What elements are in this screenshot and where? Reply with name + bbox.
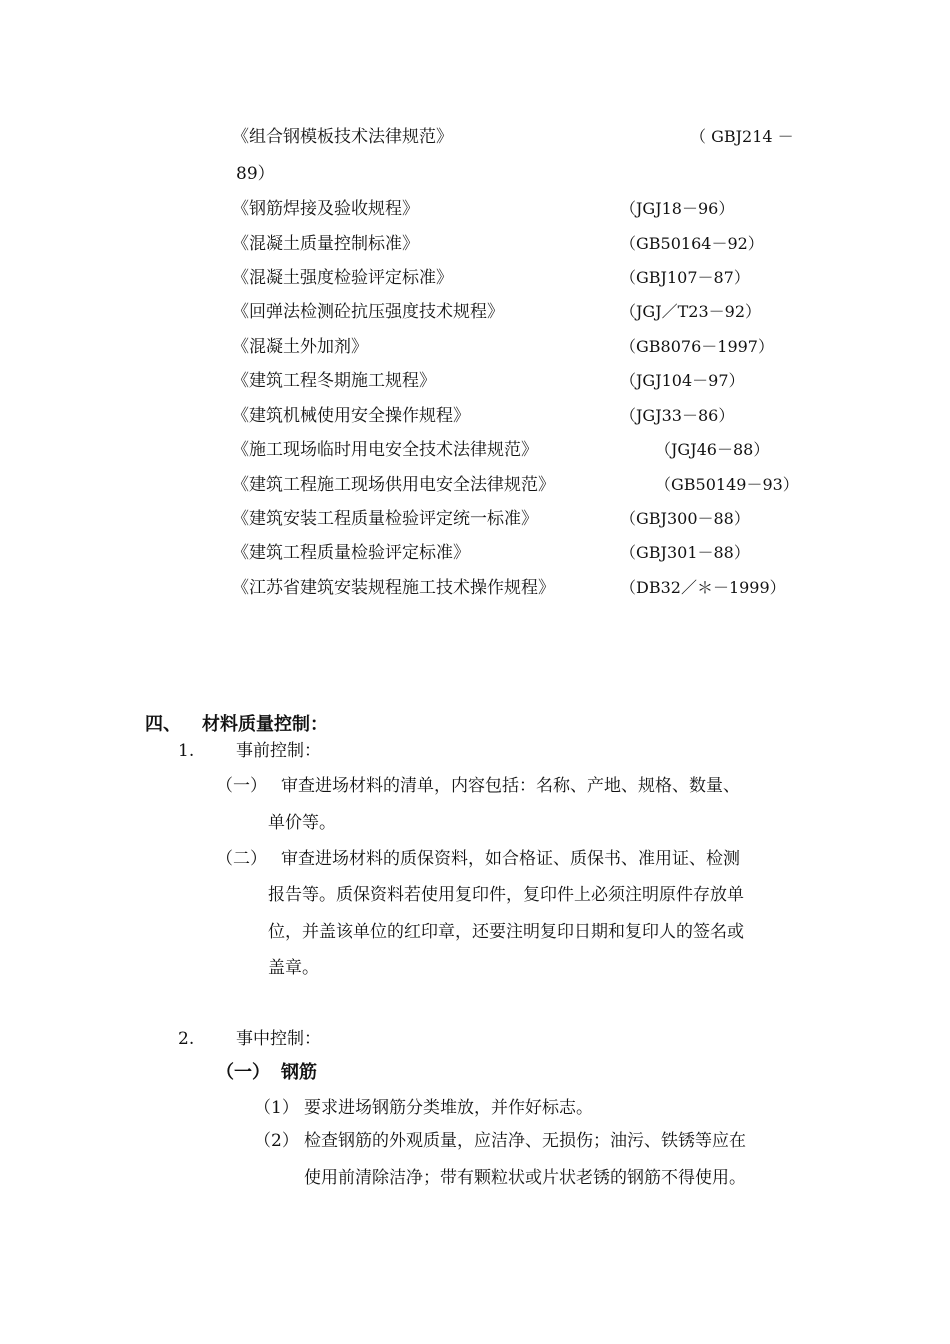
standard-title: 《建筑工程质量检验评定标准》: [232, 543, 470, 563]
paragraph-line: 单价等。: [268, 813, 336, 833]
standard-code: （DB32／＊－1999）: [620, 578, 786, 597]
sub-item-mark: （一）: [216, 776, 267, 796]
sub-item-title: 钢筋: [281, 1062, 317, 1083]
standard-code: （GBJ300－88）: [620, 509, 750, 528]
standard-title: 《混凝土质量控制标准》: [232, 234, 419, 254]
point-mark: （1）: [254, 1098, 299, 1118]
standard-title: 《混凝土外加剂》: [232, 337, 368, 357]
section-title: 材料质量控制：: [202, 714, 328, 735]
standard-code: （GBJ301－88）: [620, 543, 750, 562]
standard-title: 《建筑机械使用安全操作规程》: [232, 406, 470, 426]
standard-title: 《建筑安装工程质量检验评定统一标准》: [232, 509, 538, 529]
paragraph-line: 检查钢筋的外观质量，应洁净、无损伤；油污、铁锈等应在: [304, 1131, 746, 1151]
point-mark: （2）: [254, 1131, 299, 1151]
standard-title: 《钢筋焊接及验收规程》: [232, 199, 419, 219]
standard-title: 《建筑工程冬期施工规程》: [232, 371, 436, 391]
standard-code: （JGJ33－86）: [620, 406, 735, 425]
standard-title: 《组合钢模板技术法律规范》: [232, 127, 453, 147]
paragraph-line: 位，并盖该单位的红印章，还要注明复印日期和复印人的签名或: [268, 922, 744, 942]
paragraph-line: 审查进场材料的质保资料，如合格证、质保书、准用证、检测: [281, 849, 740, 869]
standard-code: （GBJ107－87）: [620, 268, 750, 287]
item-number: 2.: [178, 1029, 195, 1049]
standard-code: （GB50149－93）: [655, 475, 799, 494]
standard-code: （JGJ46－88）: [655, 440, 770, 459]
standard-title: 《建筑工程施工现场供用电安全法律规范》: [232, 475, 555, 495]
standard-code: （JGJ104－97）: [620, 371, 745, 390]
paragraph-line: 报告等。质保资料若使用复印件，复印件上必须注明原件存放单: [268, 885, 744, 905]
standard-code: （JGJ18－96）: [620, 199, 735, 218]
standard-code-continued: 89）: [236, 164, 275, 184]
paragraph-line: 要求进场钢筋分类堆放，并作好标志。: [304, 1098, 593, 1118]
paragraph-line: 盖章。: [268, 958, 319, 978]
item-title: 事前控制：: [236, 741, 321, 761]
standard-title: 《回弹法检测砼抗压强度技术规程》: [232, 302, 504, 322]
standard-code: （GB50164－92）: [620, 234, 764, 253]
standard-title: 《江苏省建筑安装规程施工技术操作规程》: [232, 578, 555, 598]
paragraph-line: 使用前清除洁净；带有颗粒状或片状老锈的钢筋不得使用。: [304, 1168, 746, 1188]
paragraph-line: 审查进场材料的清单，内容包括：名称、产地、规格、数量、: [281, 776, 740, 796]
section-number: 四、: [145, 714, 181, 735]
standard-title: 《施工现场临时用电安全技术法律规范》: [232, 440, 538, 460]
standard-title: 《混凝土强度检验评定标准》: [232, 268, 453, 288]
item-title: 事中控制：: [236, 1029, 321, 1049]
standard-code: （GB8076－1997）: [620, 337, 774, 356]
sub-item-mark: （一）: [216, 1062, 270, 1083]
standard-code: （ GBJ214 －: [690, 127, 794, 146]
standard-code: （JGJ／T23－92）: [620, 302, 762, 321]
sub-item-mark: （二）: [216, 849, 267, 869]
item-number: 1.: [178, 741, 195, 761]
